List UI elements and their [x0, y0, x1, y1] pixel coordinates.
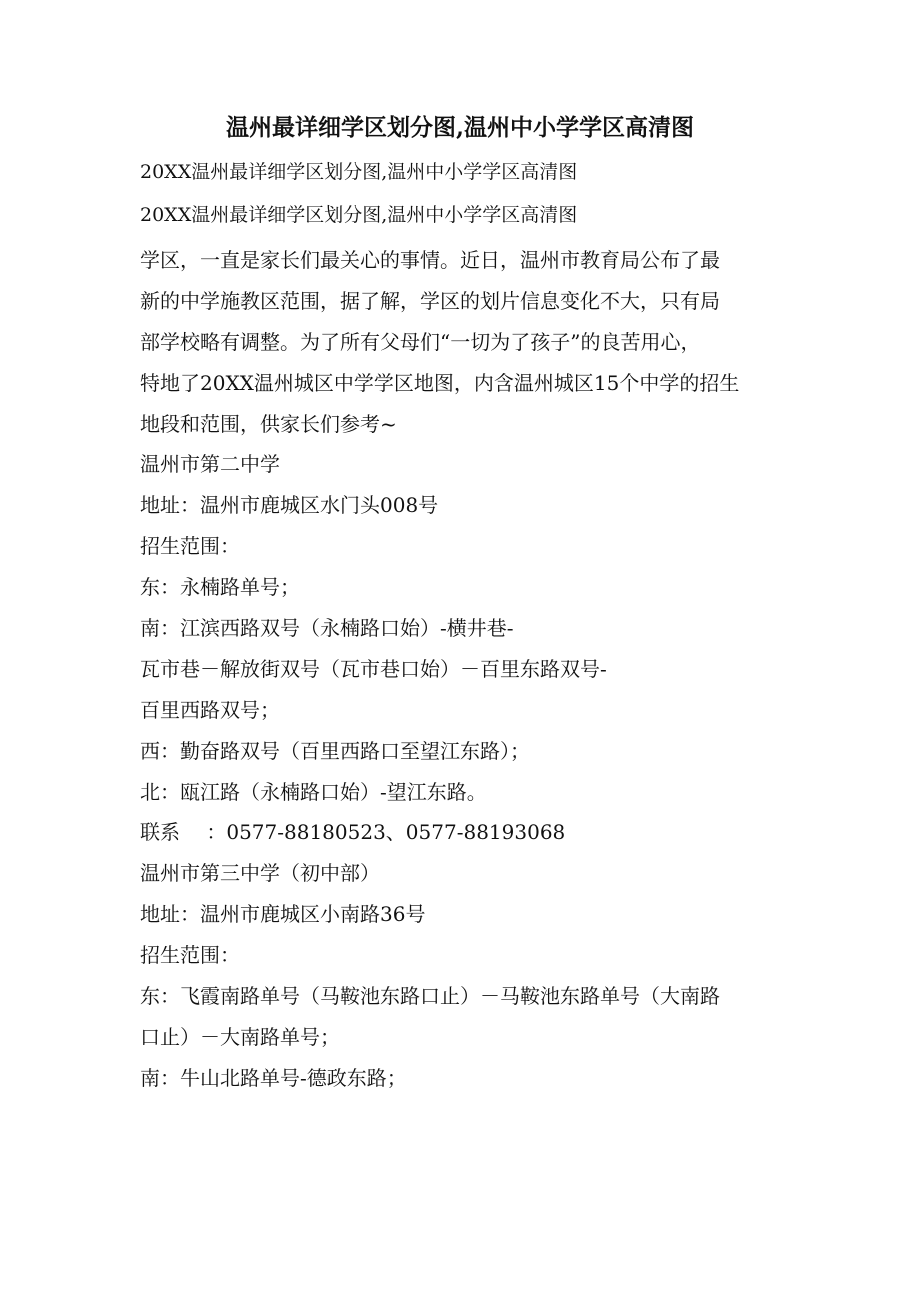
body-line: 学区，一直是家长们最关心的事情。近日，温州市教育局公布了最	[140, 248, 720, 272]
body-line: 地段和范围，供家长们参考~	[140, 411, 397, 436]
boundary-east: 东：永楠路单号；	[140, 575, 300, 600]
boundary-north: 北：瓯江路（永楠路口始）-望江东路。	[140, 779, 487, 804]
enrollment-scope-label: 招生范围：	[140, 943, 240, 968]
boundary-south-cont: 百里西路双号；	[140, 697, 280, 722]
boundary-south-cont: 瓦市巷－解放街双号（瓦市巷口始）－百里东路双号-	[140, 656, 607, 681]
document-body	[140, 240, 780, 1099]
contact-phone: 联系 ：0577-88180523、0577-88193068	[140, 820, 566, 845]
school-address: 地址：温州市鹿城区小南路36号	[140, 902, 426, 927]
body-line: 新的中学施教区范围，据了解，学区的划片信息变化不大，只有局	[140, 288, 720, 313]
document-title: 温州最详细学区划分图,温州中小学学区高清图	[225, 114, 694, 141]
body-line: 特地了20XX温州城区中学学区地图，内含温州城区15个中学的招生	[140, 370, 740, 395]
boundary-south: 南：江滨西路双号（永楠路口始）-横井巷-	[140, 616, 514, 641]
school-name: 温州市第二中学	[140, 452, 280, 477]
enrollment-scope-label: 招生范围：	[140, 534, 240, 559]
school-address: 地址：温州市鹿城区水门头008号	[140, 493, 439, 518]
subtitle-line-2: 20XX温州最详细学区划分图,温州中小学学区高清图	[140, 204, 578, 226]
boundary-east: 东：飞霞南路单号（马鞍池东路口止）－马鞍池东路单号（大南路	[140, 984, 720, 1009]
boundary-west: 西：勤奋路双号（百里西路口至望江东路）；	[140, 738, 530, 763]
subtitle-line-1: 20XX温州最详细学区划分图,温州中小学学区高清图	[140, 161, 578, 183]
body-line: 部学校略有调整。为了所有父母们“一切为了孩子”的良苦用心，	[140, 329, 701, 354]
boundary-south: 南：牛山北路单号-德政东路；	[140, 1065, 407, 1090]
boundary-east-cont: 口止）－大南路单号；	[140, 1024, 340, 1049]
school-name: 温州市第三中学（初中部）	[140, 861, 380, 886]
